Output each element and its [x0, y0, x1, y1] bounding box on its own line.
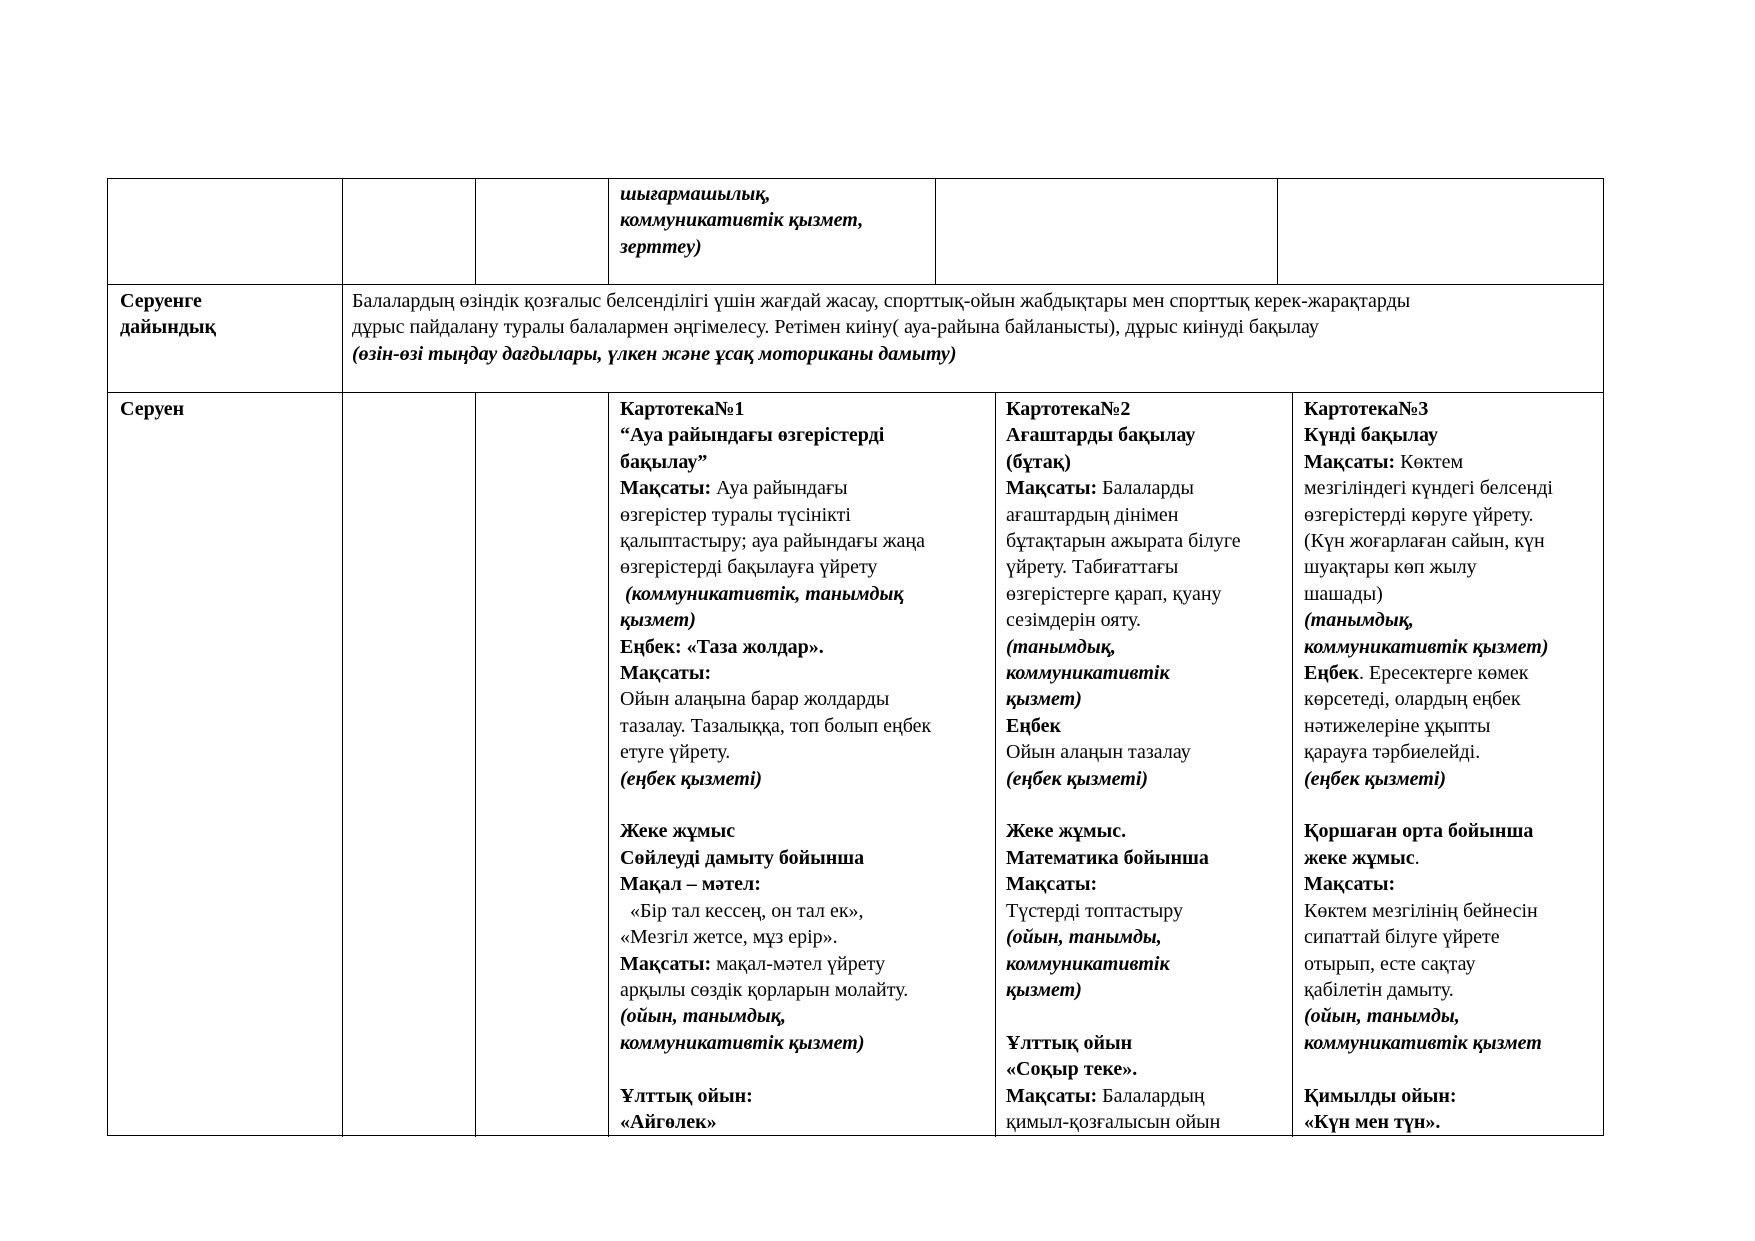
text-line: көрсетеді, олардың еңбек [1304, 688, 1521, 711]
plan-table [107, 178, 1604, 1136]
text-line: қызмет) [1006, 688, 1082, 711]
text-line: коммуникативтік [1006, 662, 1170, 685]
text-line: мақал-мәтел үйрету [711, 952, 886, 975]
blank-line [1304, 1056, 1553, 1082]
col-divider [935, 179, 936, 284]
text-line: Ұлттық ойын: [620, 1084, 753, 1107]
text-line: «Соқыр теке». [1006, 1058, 1138, 1081]
card2 [1006, 396, 1241, 1135]
text-line [1304, 845, 1553, 871]
text-line: отырып, есте сақтау [1304, 952, 1476, 975]
text-line: (ойын, танымды, [1006, 926, 1162, 949]
blank-line [620, 1056, 931, 1082]
col-divider [475, 392, 476, 1137]
text-line: (коммуникативтік, танымдық [625, 582, 904, 605]
text-line: Қимылды ойын: [1304, 1084, 1457, 1107]
text-line: бақылау” [620, 450, 708, 473]
text-line: (бұтақ) [1006, 450, 1071, 473]
blank-line [1006, 792, 1241, 818]
text-line: қабілетін дамыту. [1304, 978, 1454, 1001]
text-line: Мақсаты: [1006, 477, 1098, 500]
row-divider [108, 284, 1603, 285]
text-line: Мақсаты: [1304, 450, 1396, 473]
text-line: (ойын, танымды, [1304, 1005, 1460, 1028]
card3 [1304, 396, 1553, 1135]
text-line: Еңбек [1304, 662, 1359, 685]
text-line: «Айгөлек» [620, 1110, 717, 1133]
text-line: қимыл-қозғалысын ойын [1006, 1110, 1221, 1133]
text-line: коммуникативтік [1006, 952, 1170, 975]
text-line [620, 581, 931, 607]
text-line: шашады) [1304, 582, 1383, 605]
text-line: шығармашылық, [620, 183, 771, 205]
text-line: Мақсаты: [1006, 873, 1098, 896]
text-line: . Ересектерге көмек [1359, 662, 1529, 685]
text-line: Балаларды [1097, 477, 1194, 500]
col-divider [342, 179, 343, 284]
text-line: «Бір тал кессең, он тал ек», [620, 899, 864, 922]
text-line: Мақал – мәтел: [620, 873, 761, 896]
text-line: Серуенге [120, 290, 202, 312]
text-line [1006, 1083, 1241, 1109]
text-line: (еңбек қызметі) [1304, 767, 1447, 790]
row2-line: дұрыс пайдалану туралы балалармен әңгімелесу. Ретімен киіну( ауа-райына байланысты), дұрыс киінуді бақылау [352, 316, 1319, 339]
blank-line [1304, 792, 1553, 818]
row-divider [108, 392, 1603, 393]
text-line: Мақсаты: [1006, 1084, 1098, 1107]
text-line: (еңбек қызметі) [620, 767, 763, 790]
text-line: Еңбек: «Таза жолдар». [620, 635, 824, 658]
text-line: қызмет) [1006, 978, 1082, 1001]
text-line: Математика бойынша [1006, 846, 1209, 869]
text-line: «Күн мен түн». [1304, 1110, 1441, 1133]
text-line: Түстерді топтастыру [1006, 899, 1184, 922]
row2-line: (өзін-өзі тыңдау дағдылары, үлкен және ұсақ моториканы дамыту) [352, 342, 957, 365]
text-line: етуге үйрету. [620, 741, 731, 764]
text-line: Балалардың [1097, 1084, 1205, 1107]
text-line: коммуникативтік қызмет, [620, 209, 864, 232]
text-line: тазалау. Тазалыққа, топ болып еңбек [620, 714, 932, 737]
text-line: бұтақтарын ажырата білуге [1006, 530, 1241, 553]
col-divider [475, 179, 476, 284]
text-line: зерттеу) [620, 235, 702, 258]
text-line: сезімдерін ояту. [1006, 609, 1141, 632]
text-line: Сөйлеуді дамыту бойынша [620, 846, 865, 869]
text-line: Мақсаты: [620, 477, 712, 500]
text-line: (ойын, танымдық, [620, 1005, 786, 1028]
text-line: арқылы сөздік қорларын молайту. [620, 978, 909, 1001]
text-line: Ұлттық ойын [1006, 1031, 1133, 1054]
col-divider [608, 392, 609, 1137]
text-line: Жеке жұмыс [620, 820, 736, 843]
text-line: үйрету. Табиғаттағы [1006, 556, 1179, 579]
text-line: нәтижелеріне ұқыпты [1304, 714, 1491, 737]
text-line: «Мезгіл жетсе, мұз ерір». [620, 926, 838, 949]
text-line: Мақсаты: [620, 952, 712, 975]
blank-line [620, 792, 931, 818]
text-line: Күнді бақылау [1304, 424, 1439, 447]
text-line: коммуникативтік қызмет) [1304, 635, 1549, 658]
col-divider [342, 284, 343, 392]
text-line [1304, 660, 1553, 686]
text-line: Ағаштарды бақылау [1006, 424, 1196, 447]
text-line [620, 951, 931, 977]
text-line: . [1414, 846, 1420, 869]
text-line: (танымдық, [1006, 635, 1116, 658]
col-divider [995, 392, 996, 1137]
text-line: Мақсаты: [620, 662, 712, 685]
col-divider [1292, 392, 1293, 1137]
text-line: (еңбек қызметі) [1006, 767, 1149, 790]
row1-activity-text [620, 181, 863, 260]
text-line: жеке жұмыс [1304, 846, 1415, 869]
text-line: ағаштардың дінімен [1006, 503, 1179, 526]
text-line [1304, 449, 1553, 475]
card1-heading: Картотека№1 [620, 398, 745, 420]
row2-label [120, 288, 216, 341]
text-line: дайындық [120, 316, 217, 339]
text-line: Ойын алаңына барар жолдарды [620, 688, 890, 711]
text-line: мезгіліндегі күндегі белсенді [1304, 477, 1553, 500]
text-line: Мақсаты: [1304, 873, 1396, 896]
col-divider [608, 179, 609, 284]
text-line: Көктем мезгілінің бейнесін [1304, 899, 1538, 922]
text-line: қызмет) [620, 609, 696, 632]
row2-line: Балалардың өзіндік қозғалыс белсенділігі үшін жағдай жасау, спорттық-ойын жабдықтары мен спорттық керек-жарақтарды [352, 290, 1411, 312]
text-line: сипаттай білуге үйрете [1304, 926, 1500, 949]
text-line: өзгерістерді көруге үйрету. [1304, 503, 1534, 526]
text-line: қалыптастыру; ауа райындағы жаңа [620, 530, 925, 553]
row2-description [352, 288, 1410, 367]
text-line: Қоршаған орта бойынша [1304, 820, 1534, 843]
text-line: өзгерістер туралы түсінікті [620, 503, 851, 526]
text-line: (Күн жоғарлаған сайын, күн [1304, 530, 1545, 553]
text-line: Ауа райындағы [711, 477, 848, 500]
text-line: шуақтары көп жылу [1304, 556, 1477, 579]
text-line [620, 475, 931, 501]
text-line: (танымдық, [1304, 609, 1414, 632]
text-line: коммуникативтік қызмет) [620, 1031, 865, 1054]
card1 [620, 396, 931, 1135]
text-line: өзгерістерді бақылауға үйрету [620, 556, 878, 579]
text-line: Көктем [1395, 450, 1464, 473]
card2-heading: Картотека№2 [1006, 398, 1131, 420]
text-line: Ойын алаңын тазалау [1006, 741, 1191, 764]
row3-label: Серуен [120, 398, 185, 420]
text-line: “Ауа райындағы өзгерістерді [620, 424, 885, 447]
text-line: өзгерістерге қарап, қуану [1006, 582, 1222, 605]
text-line: Жеке жұмыс. [1006, 820, 1127, 843]
col-divider [342, 392, 343, 1137]
col-divider [1277, 179, 1278, 284]
blank-line [1006, 1003, 1241, 1029]
text-line [1006, 475, 1241, 501]
card3-heading: Картотека№3 [1304, 398, 1429, 420]
text-line: қарауға тәрбиелейді. [1304, 741, 1481, 764]
text-line: коммуникативтік қызмет [1304, 1031, 1542, 1054]
text-line: Еңбек [1006, 714, 1061, 737]
